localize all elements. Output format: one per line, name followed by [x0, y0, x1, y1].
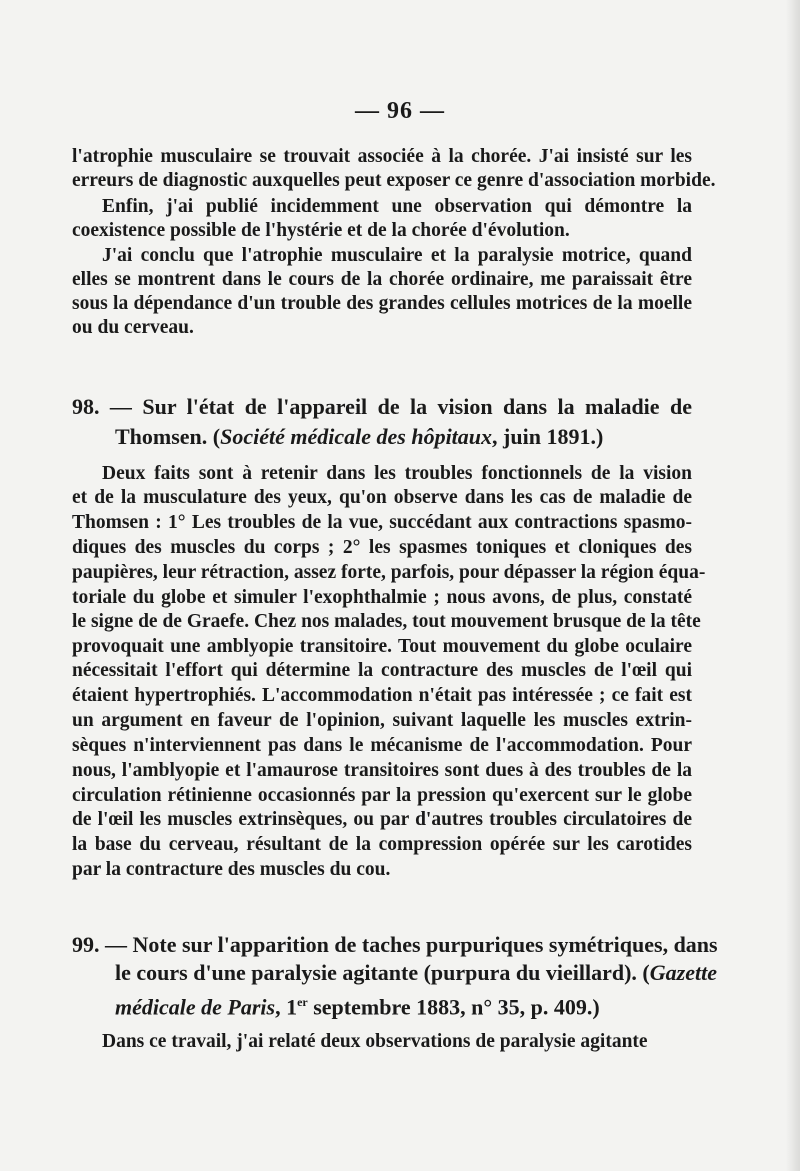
section-98-line-5: paupières, leur rétraction, assez forte, parfois, pour dépasser la région équa- — [72, 562, 706, 583]
intro-line-8: ou du cerveau. — [72, 317, 194, 338]
section-98-line-10: étaient hypertrophiés. L'accommodation n'était pas intéressée ; ce fait est — [72, 685, 692, 706]
section-98-line-15: de l'œil les muscles extrinsèques, ou par d'autres troubles circulatoires de — [72, 809, 692, 830]
section-98-line-11: un argument en faveur de l'opinion, suivant laquelle les muscles extrin- — [72, 710, 692, 731]
section-98-heading-cont: Thomsen. (Société médicale des hôpitaux, juin 1891.) — [115, 424, 604, 449]
section-98-line-4: diques des muscles du corps ; 2° les spasmes toniques et cloniques des — [72, 537, 692, 558]
section-98-line-14: circulation rétinienne occasionnés par la pression qu'exercent sur le globe — [72, 785, 692, 806]
section-98-line-2: et de la musculature des yeux, qu'on observe dans les cas de maladie de — [72, 487, 692, 508]
section-98-line-1: Deux faits sont à retenir dans les troubles fonctionnels de la vision — [102, 463, 692, 484]
intro-line-6: elles se montrent dans le cours de la chorée ordinaire, me paraissait être — [72, 269, 692, 290]
intro-line-5: J'ai conclu que l'atrophie musculaire et la paralysie motrice, quand — [102, 245, 692, 266]
section-98-line-16: la base du cerveau, résultant de la compression opérée sur les carotides — [72, 834, 692, 855]
intro-line-3: Enfin, j'ai publié incidemment une observation qui démontre la — [102, 196, 692, 217]
section-98-heading: 98. — Sur l'état de l'appareil de la vision dans la maladie de — [72, 394, 692, 419]
section-98-line-8: provoquait une amblyopie transitoire. Tout mouvement du globe oculaire — [72, 636, 692, 657]
section-99-heading-cont-2: médicale de Paris, 1er septembre 1883, n° 35, p. 409.) — [115, 994, 600, 1020]
section-98-source: Société médicale des hôpitaux — [220, 424, 493, 449]
section-98-line-7: le signe de de Graefe. Chez nos malades, tout mouvement brusque de la tête — [72, 611, 701, 632]
section-98-line-3: Thomsen : 1° Les troubles de la vue, succédant aux contractions spasmo- — [72, 512, 692, 533]
section-98-line-17: par la contracture des muscles du cou. — [72, 859, 391, 880]
intro-line-7: sous la dépendance d'un trouble des grandes cellules motrices de la moelle — [72, 293, 692, 314]
section-98-line-6: toriale du globe et simuler l'exophthalmie ; nous avons, de plus, constaté — [72, 587, 692, 608]
intro-line-2: erreurs de diagnostic auxquelles peut exposer ce genre d'association morbide. — [72, 170, 716, 191]
intro-line-1: l'atrophie musculaire se trouvait associée à la chorée. J'ai insisté sur les — [72, 146, 692, 167]
section-99-line-1: Dans ce travail, j'ai relaté deux observations de paralysie agitante — [102, 1031, 648, 1052]
section-99-source: Gazette — [649, 960, 717, 985]
section-98-line-9: nécessitait l'effort qui détermine la contracture des muscles de l'œil qui — [72, 660, 692, 681]
section-99-heading: 99. — Note sur l'apparition de taches purpuriques symétriques, dans — [72, 932, 718, 957]
intro-line-4: coexistence possible de l'hystérie et de la chorée d'évolution. — [72, 220, 570, 241]
page-number: — 96 — — [355, 98, 445, 124]
section-98-line-13: nous, l'amblyopie et l'amaurose transitoires sont dues à des troubles de la — [72, 760, 692, 781]
section-99-heading-cont: le cours d'une paralysie agitante (purpura du vieillard). (Gazette — [115, 960, 717, 985]
section-98-line-12: sèques n'interviennent pas dans le mécanisme de l'accommodation. Pour — [72, 735, 692, 756]
